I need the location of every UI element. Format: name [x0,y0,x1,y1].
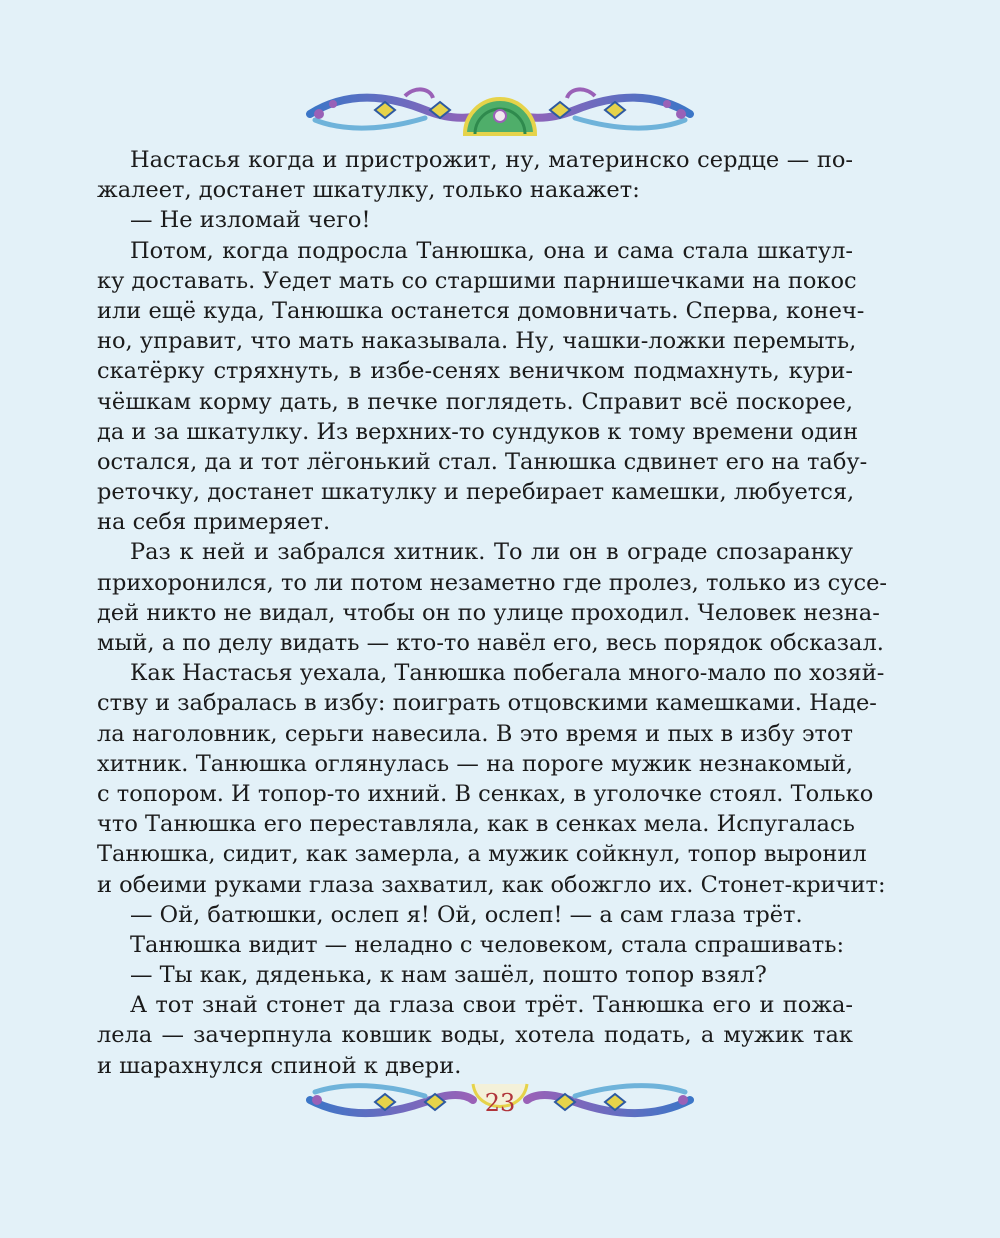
text-line: Настасья когда и пристрожит, ну, материнско сердце — по- [130,147,853,173]
text-line: на себя примеряет. [97,509,331,536]
text-line: — Ты как, дяденька, к нам зашёл, пошто топор взял? [130,962,767,989]
text-line: Раз к ней и забрался хитник. То ли он в ограде спозаранку [130,539,853,566]
text-line: что Танюшка его переставляла, как в сенках мела. Испугалась [97,811,855,838]
text-line: скатёрку стряхнуть, в избе-сенях веничком подмахнуть, кури- [97,358,853,385]
text-line: но, управит, что мать наказывала. Ну, чашки-ложки перемыть, [97,328,857,355]
top-ornament [0,82,1000,138]
text-line: хитник. Танюшка оглянулась — на пороге мужик незнакомый, [97,750,853,777]
text-line: чёшкам корму дать, в печке поглядеть. Справит всё поскорее, [97,388,853,415]
text-line: ку доставать. Уедет мать со старшими парнишечками на покос [97,267,857,294]
story-text [97,145,888,1081]
text-line: лела — зачерпнула ковшик воды, хотела подать, а мужик так [97,1022,853,1049]
floral-ornament-top-icon [305,82,695,138]
text-line: Потом, когда подросла Танюшка, она и сама стала шкатул- [130,237,853,264]
text-line: и шарахнулся спиной к двери. [97,1052,462,1079]
text-line: — Не изломай чего! [130,207,371,234]
text-line: да и за шкатулку. Из верхних-то сундуков к тому времени один [97,418,859,445]
text-line: реточку, достанет шкатулку и перебирает камешки, любуется, [97,479,855,506]
text-line: прихоронился, то ли потом незаметно где пролез, только из сусе- [97,569,888,596]
text-line: А тот знай стонет да глаза свои трёт. Танюшка его и пожа- [130,992,853,1019]
text-line: жалеет, достанет шкатулку, только накажет: [97,177,640,204]
text-line: и обеими руками глаза захватил, как обожгло их. Стонет-кричит: [97,871,886,898]
text-line: или ещё куда, Танюшка останется домовничать. Сперва, конеч- [97,297,865,324]
text-line: мый, а по делу видать — кто-то навёл его, весь порядок обсказал. [97,630,884,656]
text-line: Танюшка, сидит, как замерла, а мужик сойкнул, топор выронил [97,841,867,868]
text-line: Как Настасья уехала, Танюшка побегала много-мало по хозяй- [130,660,885,687]
text-line: — Ой, батюшки, ослеп я! Ой, ослеп! — а сам глаза трёт. [130,901,803,928]
page-number: 23 [484,1089,516,1117]
text-line: дей никто не видал, чтобы он по улице проходил. Человек незна- [97,599,880,626]
text-line: Танюшка видит — неладно с человеком, стала спрашивать: [130,931,845,958]
text-line: остался, да и тот лёгонький стал. Танюшка сдвинет его на табу- [97,448,868,475]
text-line: с топором. И топор-то ихний. В сенках, в уголочке стоял. Только [97,780,874,807]
text-line: ла наголовник, серьги навесила. В это время и пых в избу этот [97,720,853,747]
text-line: ству и забралась в избу: поиграть отцовскими камешками. Наде- [97,690,877,717]
